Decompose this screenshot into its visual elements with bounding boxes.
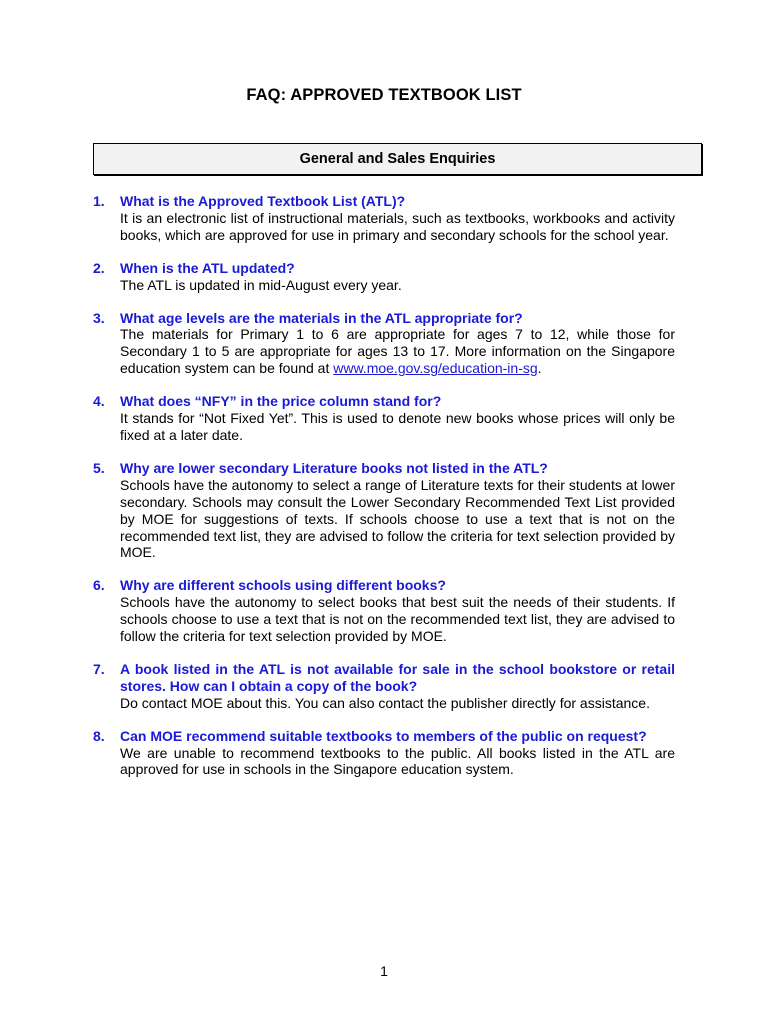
faq-number: 1. — [93, 193, 105, 209]
faq-list — [93, 193, 675, 794]
section-heading: General and Sales Enquiries — [299, 151, 496, 167]
faq-question: What is the Approved Textbook List (ATL)? — [120, 193, 406, 209]
faq-item — [93, 577, 675, 645]
section-heading-box — [93, 143, 702, 175]
faq-item — [93, 661, 675, 712]
faq-answer-text: The materials for Primary 1 to 6 are appropriate for ages 7 to 12, while those for Secondary 1 to 5 are appropriate for ages 13 to 17. More information on the Singapore education system can be found at — [120, 326, 675, 377]
faq-answer-text-end: . — [537, 360, 542, 377]
faq-answer: We are unable to recommend textbooks to the public. All books listed in the ATL are approved for use in schools in the Singapore education system. — [120, 744, 675, 778]
faq-answer: It stands for “Not Fixed Yet”. This is used to denote new books whose prices will only be fixed at a later date. — [120, 410, 675, 443]
page-title: FAQ: APPROVED TEXTBOOK LIST — [246, 86, 522, 104]
faq-item — [93, 260, 675, 294]
page-number: 1 — [380, 963, 388, 979]
faq-answer: Schools have the autonomy to select books that best suit the needs of their students. If schools choose to use a text that is not on the recommended text list, they are advised to follow the criteria for text selection provided by MOE. — [120, 594, 675, 645]
faq-item — [93, 193, 675, 244]
faq-number: 7. — [93, 660, 105, 677]
faq-answer: It is an electronic list of instructional materials, such as textbooks, workbooks and activity books, which are approved for use in primary and secondary schools for the school year. — [120, 209, 675, 243]
moe-education-link[interactable]: www.moe.gov.sg/education-in-sg — [333, 360, 538, 377]
faq-answer: Do contact MOE about this. You can also contact the publisher directly for assistance. — [120, 694, 650, 711]
faq-answer: Schools have the autonomy to select a range of Literature texts for their students at lower secondary. Schools may consult the Lower Secondary Recommended Text List provided by MOE for suggestions of texts. If schools choose to use a text that is not on the recommended text list, they are advised to follow the criteria for text selection provided by MOE. — [120, 476, 675, 561]
faq-answer — [120, 326, 675, 377]
faq-item — [93, 310, 675, 378]
faq-number: 4. — [93, 393, 105, 410]
faq-question: Why are lower secondary Literature books not listed in the ATL? — [120, 459, 548, 476]
faq-item — [93, 393, 675, 444]
faq-question: What does “NFY” in the price column stand for? — [120, 393, 442, 410]
faq-number: 5. — [93, 459, 105, 476]
faq-number: 8. — [93, 727, 105, 744]
faq-question: What age levels are the materials in the ATL appropriate for? — [120, 309, 523, 326]
faq-question: A book listed in the ATL is not available for sale in the school bookstore or retail stores. How can I obtain a copy of the book? — [120, 660, 675, 694]
faq-number: 6. — [93, 577, 105, 594]
faq-number: 3. — [93, 309, 105, 326]
faq-item — [93, 728, 675, 779]
faq-question: Why are different schools using different books? — [120, 577, 446, 594]
faq-number: 2. — [93, 259, 105, 276]
faq-answer: The ATL is updated in mid-August every year. — [120, 276, 402, 293]
faq-item — [93, 460, 675, 561]
faq-question: When is the ATL updated? — [120, 259, 295, 276]
faq-question: Can MOE recommend suitable textbooks to members of the public on request? — [120, 727, 647, 744]
